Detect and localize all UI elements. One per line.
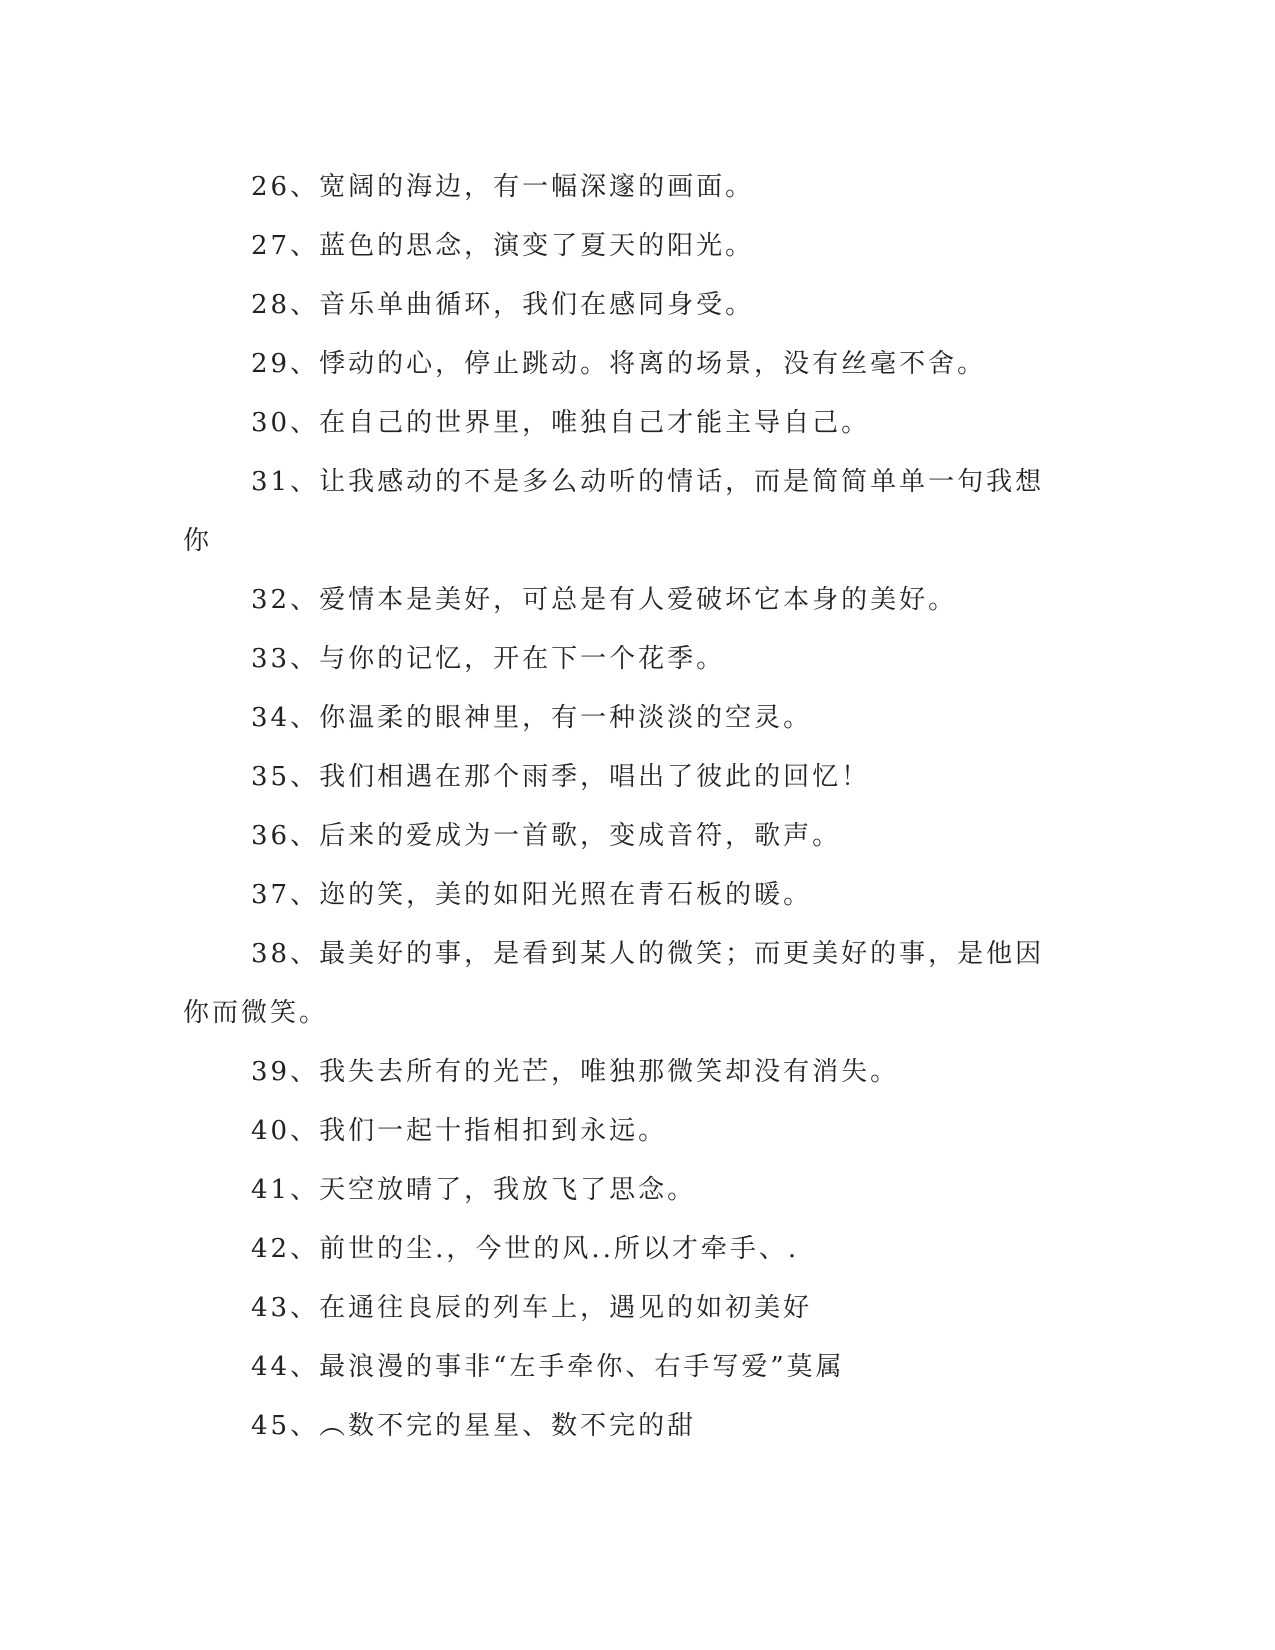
paragraph-42: 42、前世的尘.，今世的风..所以才牵手、. [251, 1234, 800, 1264]
paragraph-32: 32、爱情本是美好，可总是有人爱破坏它本身的美好。 [251, 585, 958, 615]
paragraph-37: 37、迩的笑，美的如阳光照在青石板的暖。 [251, 880, 813, 910]
paragraph-45: 45、︵数不完的星星、数不完的甜 [251, 1411, 697, 1441]
paragraph-31: 31、让我感动的不是多么动听的情话，而是简简单单一句我想你 [183, 467, 1045, 556]
document-body [183, 158, 1045, 1456]
paragraph-30: 30、在自己的世界里，唯独自己才能主导自己。 [251, 408, 871, 438]
paragraph-36: 36、后来的爱成为一首歌，变成音符，歌声。 [251, 821, 842, 851]
paragraph-41: 41、天空放晴了，我放飞了思念。 [251, 1175, 697, 1205]
paragraph-26: 26、宽阔的海边，有一幅深邃的画面。 [251, 172, 755, 202]
paragraph-35: 35、我们相遇在那个雨季，唱出了彼此的回忆！ [251, 762, 871, 792]
paragraph-28: 28、音乐单曲循环，我们在感同身受。 [251, 290, 755, 320]
paragraph-43: 43、在通往良辰的列车上，遇见的如初美好 [251, 1293, 813, 1323]
paragraph-40: 40、我们一起十指相扣到永远。 [251, 1116, 668, 1146]
paragraph-29: 29、悸动的心，停止跳动。将离的场景，没有丝毫不舍。 [251, 349, 987, 379]
paragraph-38: 38、最美好的事，是看到某人的微笑；而更美好的事，是他因你而微笑。 [183, 939, 1045, 1028]
paragraph-27: 27、蓝色的思念，演变了夏天的阳光。 [251, 231, 755, 261]
paragraph-44: 44、最浪漫的事非“左手牵你、右手写爱”莫属 [251, 1352, 845, 1382]
paragraph-39: 39、我失去所有的光芒，唯独那微笑却没有消失。 [251, 1057, 900, 1087]
paragraph-34: 34、你温柔的眼神里，有一种淡淡的空灵。 [251, 703, 813, 733]
paragraph-33: 33、与你的记忆，开在下一个花季。 [251, 644, 726, 674]
